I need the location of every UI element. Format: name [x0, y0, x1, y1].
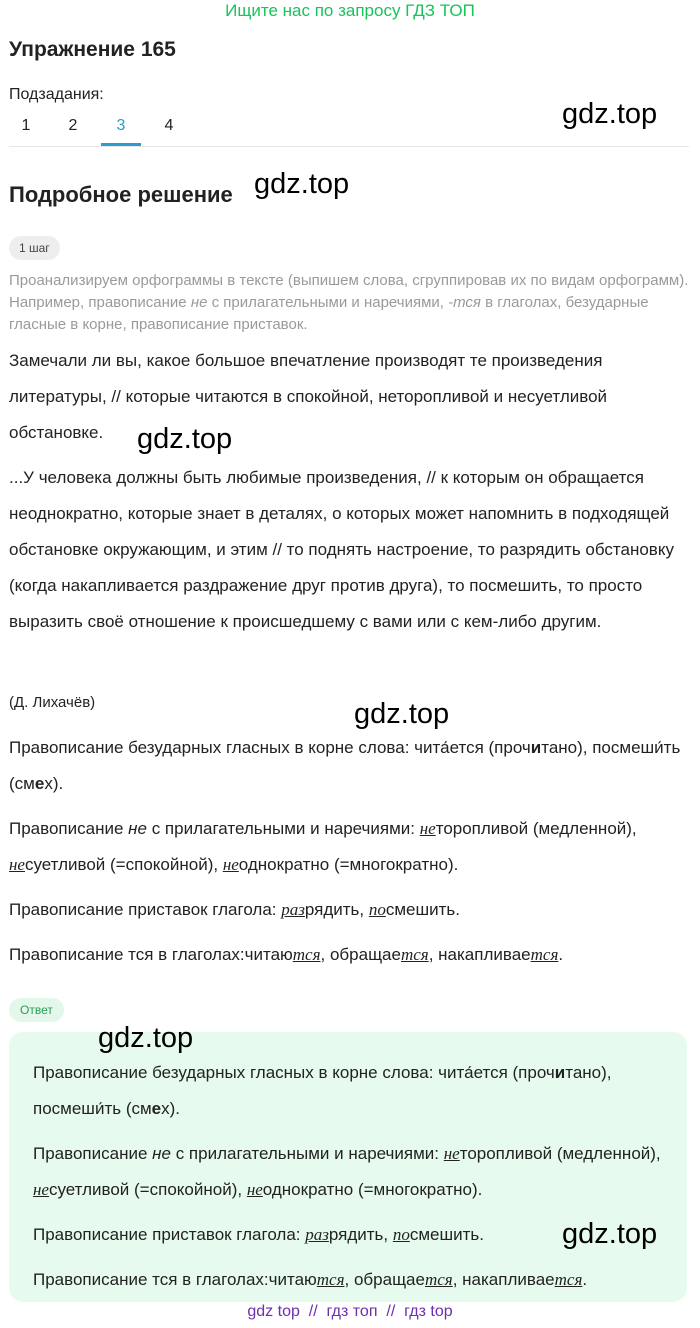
rule-ne: Правописание не с прилагательными и наречиями: неторопливой (медленной), несуетливой (=спокойной), неоднократно (=многократно).	[9, 819, 637, 874]
watermark: gdz.top	[354, 698, 450, 730]
rule-prefix: Правописание приставок глагола: разрядить, посмешить.	[9, 900, 461, 919]
watermark: gdz.top	[137, 423, 233, 455]
exercise-text-1: Замечали ли вы, какое большое впечатление производят те произведения литературы, // которые читаются в спокойной, неторопливой и несуетливой обстановке.	[9, 351, 608, 442]
answer-badge: Ответ	[9, 998, 64, 1022]
page-title: Упражнение 165	[9, 38, 176, 61]
author: (Д. Лихачёв)	[9, 694, 96, 711]
top-banner: Ищите нас по запросу ГДЗ ТОП	[225, 1, 475, 20]
exercise-text-2: ...У человека должны быть любимые произведения, // к которым он обращается неоднократно, которые знает в деталях, о которых может напомнить в подходящей обстановке окружающим, и этим // то поднять настроение, то разрядить обстановку (когда накапливается раздражение друг против друга), то посмешить, то просто выразить своё отношение к происшедшему с вами или с кем-либо другим.	[9, 468, 674, 631]
tab-2[interactable]: 2	[68, 117, 78, 134]
watermark: gdz.top	[562, 1218, 658, 1250]
answer-rule-prefix: Правописание приставок глагола: разрядить, посмешить.	[33, 1225, 485, 1244]
watermark: gdz.top	[98, 1022, 194, 1054]
answer-rule-ne: Правописание не с прилагательными и наречиями: неторопливой (медленной), несуетливой (=спокойной), неоднократно (=многократно).	[33, 1144, 661, 1199]
step-badge: 1 шаг	[9, 236, 60, 260]
divider	[9, 146, 689, 147]
subtasks-label: Подзадания:	[9, 86, 104, 103]
answer-rule-tsya: Правописание тся в глаголах:читаются, обращается, накапливается.	[33, 1270, 588, 1289]
watermark: gdz.top	[254, 168, 350, 200]
tab-4[interactable]: 4	[164, 117, 174, 134]
rule-tsya: Правописание тся в глаголах:читаются, обращается, накапливается.	[9, 945, 564, 964]
watermark: gdz.top	[562, 98, 658, 130]
answer-rule-vowels: Правописание безударных гласных в корне слова: чита́ется (прочитано), посмеши́ть (смех).	[33, 1063, 612, 1118]
rule-vowels: Правописание безударных гласных в корне слова: чита́ется (прочитано), посмеши́ть (смех).	[9, 738, 681, 793]
tab-3[interactable]: 3	[101, 108, 141, 146]
footer-watermark: gdz top // гдз топ // гдз top	[247, 1303, 453, 1320]
intro-text: Проанализируем орфограммы в тексте (выпишем слова, сгруппировав их по видам орфограмм). Например, правописание не с прилагательными и наречиями, -тся в глаголах, безударные гласные в корне, правописание приставок.	[9, 272, 689, 333]
solution-heading: Подробное решение	[9, 182, 233, 207]
tab-1[interactable]: 1	[21, 117, 31, 134]
